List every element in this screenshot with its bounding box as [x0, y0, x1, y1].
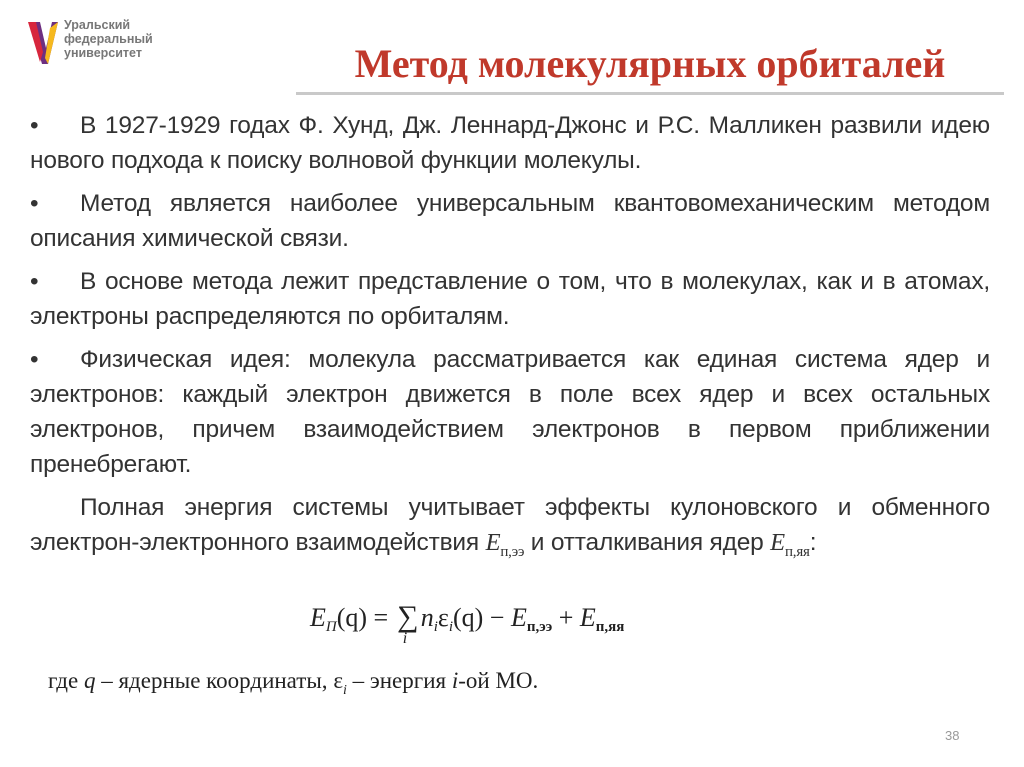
bullet-text: В 1927-1929 годах Ф. Хунд, Дж. Леннард-Джонс и Р.С. Малликен развили идею нового подхода к поиску волновой функции молекулы. — [30, 112, 990, 174]
bullet-marker: • — [30, 268, 39, 295]
logo-line-2: федеральный — [64, 32, 153, 46]
energy-symbol-1: E — [485, 529, 501, 556]
bullet-marker: • — [30, 112, 39, 139]
formula-lhs: E — [310, 603, 326, 632]
where-prefix: где — [48, 668, 84, 693]
formula-eps-sub: i — [448, 619, 453, 635]
bullet-marker: • — [30, 346, 39, 373]
formula-lhs-sub: П — [325, 619, 337, 635]
formula-n-sub: i — [433, 619, 438, 635]
formula-e1-sub: п,ээ — [526, 619, 553, 635]
where-eps: ε — [333, 668, 343, 693]
formula-plus: + — [552, 603, 580, 632]
energy-paragraph — [30, 490, 990, 570]
university-logo — [26, 18, 176, 74]
bullet-item — [30, 264, 990, 334]
logo-line-3: университет — [64, 46, 142, 60]
sum-index: i — [402, 630, 408, 647]
formula-n: n — [420, 603, 434, 632]
energy-sub-2: п,яя — [784, 544, 810, 560]
bullet-text: Метод является наиболее универсальным квантовомеханическим методом описания химической связи. — [30, 190, 990, 252]
bullet-item — [30, 342, 990, 482]
where-i: i — [451, 668, 459, 693]
urfu-emblem-icon — [26, 18, 62, 68]
energy-formula — [310, 600, 624, 660]
energy-text-1: Полная энергия системы учитывает эффекты кулоновского и обменного электрон-электронного взаимодействия — [30, 494, 990, 556]
energy-text-2: и отталкивания ядер — [524, 529, 771, 556]
formula-eps: ε — [437, 603, 449, 632]
where-suffix: -ой МО. — [458, 668, 539, 693]
formula-e2: E — [579, 603, 596, 632]
energy-text-3: : — [809, 529, 817, 556]
page-number: 38 — [945, 728, 960, 743]
slide-body — [30, 108, 990, 578]
where-eps-sub: i — [342, 683, 347, 698]
logo-wordmark — [64, 18, 153, 60]
slide-title: Метод молекулярных орбиталей — [354, 41, 946, 86]
sum-sign: ∑ — [397, 600, 419, 633]
formula-e2-sub: п,яя — [595, 619, 625, 635]
logo-line-1: Уральский — [64, 18, 131, 32]
bullet-marker: • — [30, 190, 39, 217]
bullet-text: В основе метода лежит представление о том, что в молекулах, как и в атомах, электроны распределяются по орбиталям. — [30, 268, 990, 330]
formula-explanation — [48, 668, 538, 699]
formula-e1: E — [510, 603, 527, 632]
where-q: q — [83, 668, 96, 693]
energy-sub-1: п,ээ — [500, 544, 525, 560]
bullet-item — [30, 186, 990, 256]
energy-symbol-nn — [770, 529, 810, 560]
energy-symbol-ee — [485, 529, 525, 560]
title-divider — [296, 92, 1004, 95]
where-mid: – ядерные координаты, — [95, 668, 334, 693]
bullet-text: Физическая идея: молекула рассматривается как единая система ядер и электронов: каждый электрон движется в поле всех ядер и всех остальных электронов, причем взаимодействием электронов в первом приближении пренебрегают. — [30, 346, 990, 478]
where-mid2: – энергия — [346, 668, 452, 693]
energy-symbol-2: E — [770, 529, 785, 556]
formula-eps-arg: (q) − — [452, 603, 511, 632]
formula-lhs-arg: (q) = — [336, 603, 395, 632]
bullet-item — [30, 108, 990, 178]
sum-symbol — [395, 600, 421, 647]
